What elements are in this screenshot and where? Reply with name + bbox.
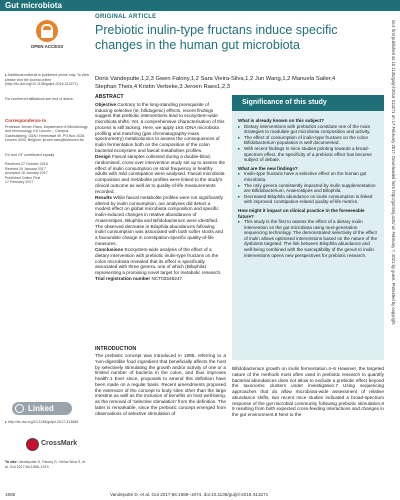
article-dates: Received 27 October 2016 Revised 10 January 2017 Accepted 16 January 2017 Published Online First 17 February 2017 xyxy=(5,162,48,185)
body-text-right: Bifidobacterium growth on inulin fermentation.4–6 However, the targeted nature of the methods most often used in prebiotic research to quantify bacterial abundances does not allow to exclude a prebiotic effect beyond the taxonomic clusters under investigation.7 Using sequencing approaches that do allow microbiota-wide assessment of relative abundance shifts, two recent mice studies indicated a broad-spectrum response of the gut microbial community following prebiotic stimulation,8 9 resulting from both expected cross-feeding interactions and changes in the gut environment.8 Next to the xyxy=(232,366,384,417)
trial-label: Trial registration number xyxy=(95,276,151,282)
linked-label: Linked xyxy=(28,404,54,413)
results-label: Results xyxy=(95,194,112,200)
author-list: Doris Vandeputte,1,2,3 Gwen Falony,1,2 Sara Vieira-Silva,1,2 Jun Wang,1,2 Manuela Sailer,4 Stephan Theis,4 Kristin Verbeke,3 Jeroen Raes1,2,3 xyxy=(95,76,336,90)
margin-note-text: Gut: first published as 10.1136/gutjnl-2016-313271 on 17 February 2017. Downloaded from http://gut.bmj.com/ on February 7, 2021 by guest. Protected by copyright. xyxy=(391,20,396,326)
significance-item: ▸ Dietary interventions with prebiotics constitute one of the main strategies to modulate gut microbiota composition and activity. xyxy=(238,124,378,135)
crossmark-label: CrossMark xyxy=(41,440,78,447)
significance-box xyxy=(232,95,384,360)
crossmark-button[interactable] xyxy=(26,438,76,452)
citation-body: Vandeputte D, Falony G, Vieira-Silva S, et al. Gut 2017;66:1968–1974. xyxy=(5,460,86,469)
abstract-conclusions xyxy=(95,247,226,276)
objective-text: Contrary to the long-standing prerequisite of inducing selective (ie, bifidogenic) effects, recent findings suggest that prebiotic interventions lead to ecosystem-wide microbiota shifts. Yet, a comprehensive characterisation of this process is still lacking. Here, we apply 16S rDNA microbiota profiling and matching (gas chromatography-mass spectrometry) metabolomics to assess the consequences of inulin fermentation both on the composition of the colon bacterial ecosystem and faecal metabolites profiles. xyxy=(95,101,225,153)
footer-reference: Vandeputte D, et al. Gut 2017;66:1968–1974. doi:10.1136/gutjnl-2016-313271 xyxy=(110,492,269,497)
journal-section-label: Gut microbiota xyxy=(5,1,62,10)
page-number: 1968 xyxy=(5,492,16,497)
open-lock-icon xyxy=(36,20,58,42)
open-access-badge[interactable] xyxy=(27,20,67,49)
significance-question-2: What are the new findings? xyxy=(238,165,298,171)
additional-material-note: ▸ Additional material is published online only. To view please visit the journal online (http://dx.doi.org/10.1136/gutjnl-2016-313271). xyxy=(5,73,89,87)
journal-section-bar xyxy=(0,0,400,11)
open-access-label: OPEN ACCESS xyxy=(30,44,64,49)
significance-body xyxy=(232,111,384,258)
results-text: While faecal metabolite profiles were not significantly altered by inulin consumption, our analyses did detect a modest effect on global microbiota composition and specific inulin-induced changes in relative abundances of Anaerostipes, Bilophila and Bifidobacterium were identified. The observed decrease in Bilophila abundances following inulin consumption was associated with both softer stools and a favourable change in constipation-specific quality-of-life measures. xyxy=(95,194,223,246)
design-text: Faecal samples collected during a double-blind, randomised, cross-over intervention study set up to assess the effect of inulin consumption on stool frequency in healthy adults with mild constipation were analysed. Faecal microbiota composition and metabolite profiles were linked to the study's clinical outcome as well as to quality-of-life measurements recorded. xyxy=(95,154,226,194)
design-label: Design xyxy=(95,154,111,159)
article-title: Prebiotic inulin-type fructans induce specific changes in the human gut microbiota xyxy=(95,23,338,52)
conclusions-label: Conclusions xyxy=(95,247,124,252)
significance-question-3: How might it impact on clinical practice in the foreseeable future? xyxy=(238,207,365,219)
abstract-heading: ABSTRACT xyxy=(95,94,124,100)
significance-item: ▸ Decreased Bilophila abundance on inulin consumption is linked with improved constipation-related quality-of-life metrics. xyxy=(238,194,378,205)
introduction-text: The prebiotic concept was introduced in 1995, referring to a 'non-digestible food ingredient that beneficially affects the host by selectively stimulating the growth and/or activity of one or a limited number of bacteria in the colon, and thus improves health'.1 Ever since, proposals to amend this definition have been made on a regular basis. Recent amendments proposed the extension of the concept to body sites other than the large intestine as well as the inclusion of benefits on host well-being, as the removal of 'selective stimulation' from the definition. The latter is remarkable, since the prebiotic concept emerged from observations of selective stimulation of xyxy=(95,353,226,416)
significance-item: ▸ The effect of consumption of inulin-type fructans on the colon Bifidobacterium population is well documented. xyxy=(238,135,378,146)
significance-question-1: What is already known on this subject? xyxy=(238,118,325,123)
citation-block xyxy=(5,460,89,469)
abstract-objective xyxy=(95,102,226,154)
page-footer xyxy=(0,489,400,500)
crossmark-icon xyxy=(26,438,39,451)
abstract-design xyxy=(95,154,226,194)
abstract xyxy=(95,95,226,283)
introduction-heading: INTRODUCTION xyxy=(95,346,137,352)
objective-label: Objective xyxy=(95,101,117,107)
significance-item: ▸ With recent findings in mice studies pointing towards a broad-spectrum effect, the specificity of a prebiotic effect has become subject of debate. xyxy=(238,146,378,163)
significance-heading: Significance of this study xyxy=(232,95,384,111)
significance-item: ▸ Inulin-type fructans have a selective effect on the human gut microbiota. xyxy=(238,171,378,182)
conclusions-text: Ecosystem-wide analysis of the effect of a dietary intervention with prebiotic inulin-type fructans on the colon microbiota revealed that its effect is specifically associated with three genera, one of which (Bilophila) representing a promising novel target for metabolic research. xyxy=(95,247,222,275)
abstract-results xyxy=(95,195,226,247)
correspondence-body: Professor Jeroen Raes, Department of Microbiology and Immunology, KU Leuven – Campus Gasthuisberg, O&N I Herestraat 49, PO Box 1028, Leuven 3000, Belgium; jeroen.raes@kuleuven.be xyxy=(5,124,88,143)
trial-number[interactable]: NCT02548247. xyxy=(151,276,184,282)
linked-reference[interactable]: ▸ http://dx.doi.org/10.1136/gutjnl-2017-313865 xyxy=(5,420,79,424)
linked-button[interactable] xyxy=(12,402,72,415)
article-type: ORIGINAL ARTICLE xyxy=(95,14,157,20)
significance-item: ▸ This study is the first to assess the effect of a dietary inulin intervention on the gut microbiota using next-generation sequencing technology. The demonstrated selectivity of the effect of inulin allows optimised interventions based on the nature of the dysbiosis targeted. The link between Bilophila abundance and well-being combined with the susceptibility of the genus to inulin interventions opens new perspectives for prebiotic research. xyxy=(238,219,378,258)
link-icon xyxy=(15,404,24,413)
abstract-trial xyxy=(95,276,226,282)
significance-item: ▸ The only genera consistently impacted by inulin supplementation are Bifidobacterium, Anaerostipes and Bilophila. xyxy=(238,183,378,194)
affiliations-note: For numbered affiliations see end of article. xyxy=(5,97,74,101)
correspondence-block xyxy=(5,119,89,143)
citation-heading: To cite: xyxy=(5,460,18,464)
equal-contribution-note: DV and GF contributed equally. xyxy=(5,153,55,157)
download-margin-note xyxy=(387,20,398,490)
correspondence-heading: Correspondence to xyxy=(5,118,47,123)
